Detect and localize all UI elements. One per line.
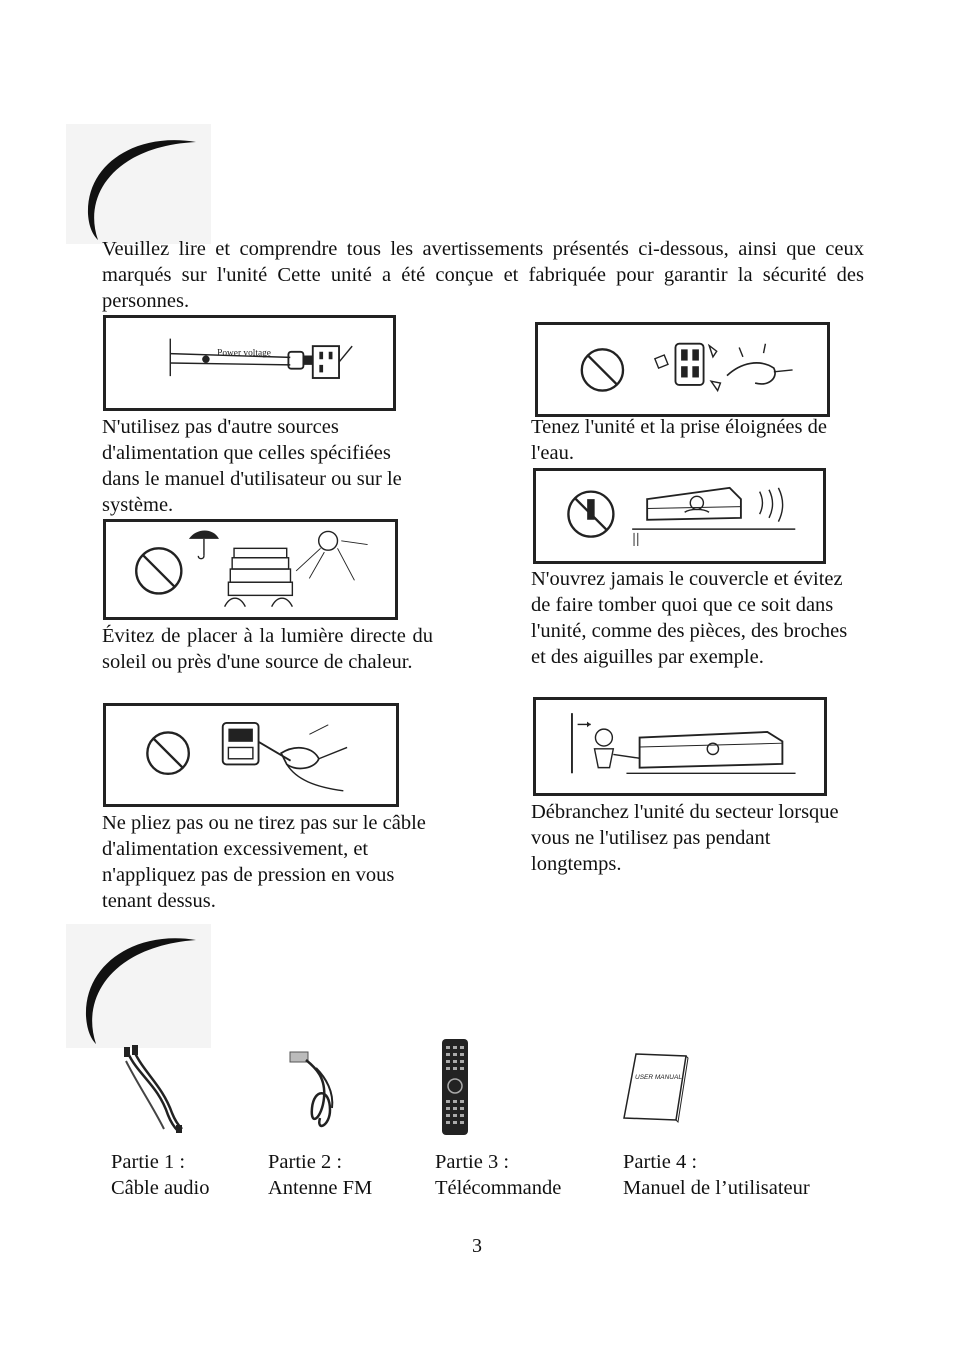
accessory-2-name: Antenne FM (268, 1177, 373, 1199)
accessory-3-part: Partie 3 : (435, 1151, 510, 1173)
sunlight-warning-image (103, 519, 398, 620)
accessory-4-name: Manuel de l’utilisateur (623, 1177, 810, 1199)
fm-antenna-icon (286, 1048, 346, 1138)
accessory-2-part: Partie 2 : (268, 1151, 343, 1173)
warning-unplug-text: Débranchez l'unité du secteur lorsque vous ne l'utilisez pas pendant longtemps. (531, 801, 839, 875)
accessory-1-name: Câble audio (111, 1177, 210, 1199)
user-manual-cover-label: USER MANUAL (635, 1074, 682, 1081)
cable-warning-image (103, 703, 399, 807)
unplug-warning-image (533, 697, 827, 796)
warning-sun-text: Évitez de placer à la lumière directe du soleil ou près d'une source de chaleur. (102, 625, 433, 673)
remote-control-icon (440, 1038, 470, 1136)
warning-cover-text: N'ouvrez jamais le couvercle et évitez de faire tomber quoi que ce soit dans l'unité, comme des pièces, des broches et des aiguilles par exemple. (531, 568, 848, 668)
warning-water-text: Tenez l'unité et la prise éloignées de l'eau. (531, 416, 827, 464)
open-cover-warning-image (533, 468, 826, 564)
power-voltage-label: Power voltage (217, 348, 271, 359)
section-logo-warnings (66, 124, 211, 244)
audio-cable-icon (118, 1045, 188, 1135)
water-warning-image (535, 322, 830, 417)
intro-paragraph: Veuillez lire et comprendre tous les avertissements présentés ci-dessous, ainsi que ceux marqués sur l'unité Cette unité a été conçue et fabriquée pour garantir la sécurité des personnes. (102, 238, 864, 312)
accessory-3-name: Télécommande (435, 1177, 562, 1199)
accessory-1-part: Partie 1 : (111, 1151, 186, 1173)
section-logo-accessories (66, 924, 211, 1048)
warning-cable-text: Ne pliez pas ou ne tirez pas sur le câble d'alimentation excessivement, et n'appliquez pas de pression en vous tenant dessus. (102, 812, 426, 912)
accessory-3-caption (435, 1149, 561, 1201)
power-voltage-image (103, 315, 396, 411)
warning-power-text: N'utilisez pas d'autre sources d'alimentation que celles spécifiées dans le manuel d'utilisateur ou sur le système. (102, 416, 402, 516)
accessory-1-caption (111, 1149, 210, 1201)
accessory-2-caption (268, 1149, 372, 1201)
page-number: 3 (472, 1235, 482, 1257)
accessory-4-caption (623, 1149, 810, 1201)
user-manual-icon (622, 1052, 690, 1124)
accessory-4-part: Partie 4 : (623, 1151, 698, 1173)
